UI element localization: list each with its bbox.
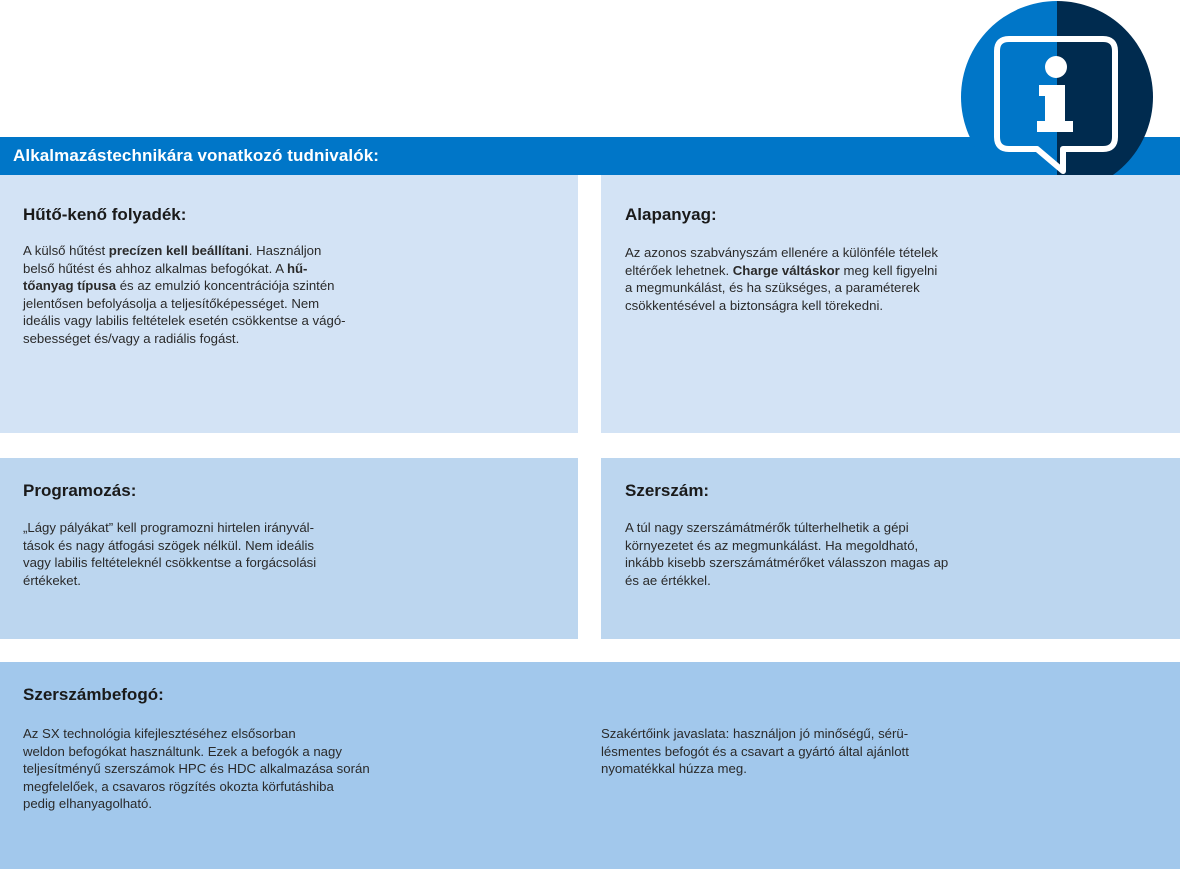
text-line xyxy=(23,725,370,743)
page-title: Alkalmazástechnikára vonatkozó tudnivalók: xyxy=(13,146,380,165)
text-line xyxy=(23,330,346,348)
text-line xyxy=(23,778,370,796)
section-title-toolholder: Szerszámbefogó: xyxy=(23,685,164,704)
body-text: belső hűtést és ahhoz alkalmas befogókat. A xyxy=(23,260,287,276)
text-line xyxy=(601,743,909,761)
body-text: A külső hűtést xyxy=(23,243,109,258)
panel-programming xyxy=(0,458,578,639)
section-text-material xyxy=(625,244,938,314)
body-text: meg kell figyelni xyxy=(839,262,938,278)
body-text: és ae értékkel. xyxy=(625,572,711,588)
panel-coolant xyxy=(0,175,578,433)
text-line xyxy=(625,572,948,590)
text-line xyxy=(23,242,346,260)
text-line xyxy=(23,260,346,278)
body-text: tások és nagy átfogási szögek nélkül. Nem ideális xyxy=(23,537,315,553)
body-text: weldon befogókat használtunk. Ezek a befogók a nagy xyxy=(23,743,342,759)
text-line xyxy=(23,743,370,761)
text-line xyxy=(625,537,948,555)
body-text: vagy labilis feltételeknél csökkentse a forgácsolási xyxy=(23,555,317,571)
section-text-tool xyxy=(625,519,948,589)
text-line xyxy=(23,295,346,313)
section-text-coolant xyxy=(23,242,346,348)
text-line xyxy=(625,244,938,262)
text-line xyxy=(23,312,346,330)
section-note-toolholder xyxy=(601,725,909,778)
body-text: jelentősen befolyásolja a teljesítőképességet. Nem xyxy=(23,295,320,311)
section-title-coolant: Hűtő-kenő folyadék: xyxy=(23,205,187,224)
emphasis-text: precízen kell beállítani xyxy=(108,243,249,258)
emphasis-text: tőanyag típusa xyxy=(23,278,117,294)
info-speech-bubble-icon xyxy=(961,1,1153,193)
badge-left-half xyxy=(961,1,1057,193)
text-line xyxy=(23,519,316,537)
body-text: teljesítményű szerszámok HPC és HDC alkalmazása során xyxy=(23,761,370,777)
text-line xyxy=(23,537,316,555)
text-line xyxy=(625,297,938,315)
panel-toolholder xyxy=(0,662,1180,869)
text-line xyxy=(625,519,948,537)
body-text: a megmunkálást, és ha szükséges, a paraméterek xyxy=(625,280,920,296)
section-title-material: Alapanyag: xyxy=(625,205,717,224)
panel-tool xyxy=(601,458,1180,639)
text-line xyxy=(601,760,909,778)
body-text: . Használjon xyxy=(248,243,322,258)
badge-right-half xyxy=(1057,1,1153,193)
body-text: környezetet és az megmunkálást. Ha megoldható, xyxy=(625,537,919,553)
section-text-programming xyxy=(23,519,316,589)
body-text: eltérőek lehetnek. xyxy=(625,262,733,278)
body-text: sebességet és/vagy a radiális fogást. xyxy=(23,330,240,346)
text-line xyxy=(23,572,316,590)
info-dot xyxy=(1045,56,1067,78)
body-text: és az emulzió koncentrációja szintén xyxy=(116,278,335,294)
text-line xyxy=(23,760,370,778)
text-line xyxy=(601,725,909,743)
body-text: Szakértőink javaslata: használjon jó minőségű, sérü- xyxy=(601,726,909,741)
emphasis-text: hű- xyxy=(286,260,308,276)
text-line xyxy=(625,262,938,280)
panel-material xyxy=(601,175,1180,433)
body-text: nyomatékkal húzza meg. xyxy=(601,761,747,777)
section-title-tool: Szerszám: xyxy=(625,481,710,500)
body-text: Az SX technológia kifejlesztéséhez elsősorban xyxy=(23,726,296,741)
text-line xyxy=(23,277,346,295)
section-title-programming: Programozás: xyxy=(23,481,137,500)
body-text: A túl nagy szerszámátmérők túlterhelhetik a gépi xyxy=(625,520,909,535)
body-text: „Lágy pályákat” kell programozni hirtelen irányvál- xyxy=(23,520,314,535)
text-line xyxy=(23,554,316,572)
body-text: ideális vagy labilis feltételek esetén csökkentse a vágó- xyxy=(23,313,346,329)
body-text: Az azonos szabványszám ellenére a különféle tételek xyxy=(625,245,939,260)
body-text: pedig elhanyagolható. xyxy=(23,796,153,812)
body-text: lésmentes befogót és a csavart a gyártó által ajánlott xyxy=(601,743,909,759)
body-text: értékeket. xyxy=(23,572,81,588)
text-line xyxy=(625,279,938,297)
body-text: csökkentésével a biztonságra kell törekedni. xyxy=(625,297,884,313)
section-text-toolholder xyxy=(23,725,370,813)
text-line xyxy=(625,554,948,572)
emphasis-text: Charge váltáskor xyxy=(732,262,840,278)
body-text: inkább kisebb szerszámátmérőket válasszon magas ap xyxy=(625,555,949,571)
text-line xyxy=(23,795,370,813)
body-text: megfelelőek, a csavaros rögzítés okozta körfutáshiba xyxy=(23,778,334,794)
